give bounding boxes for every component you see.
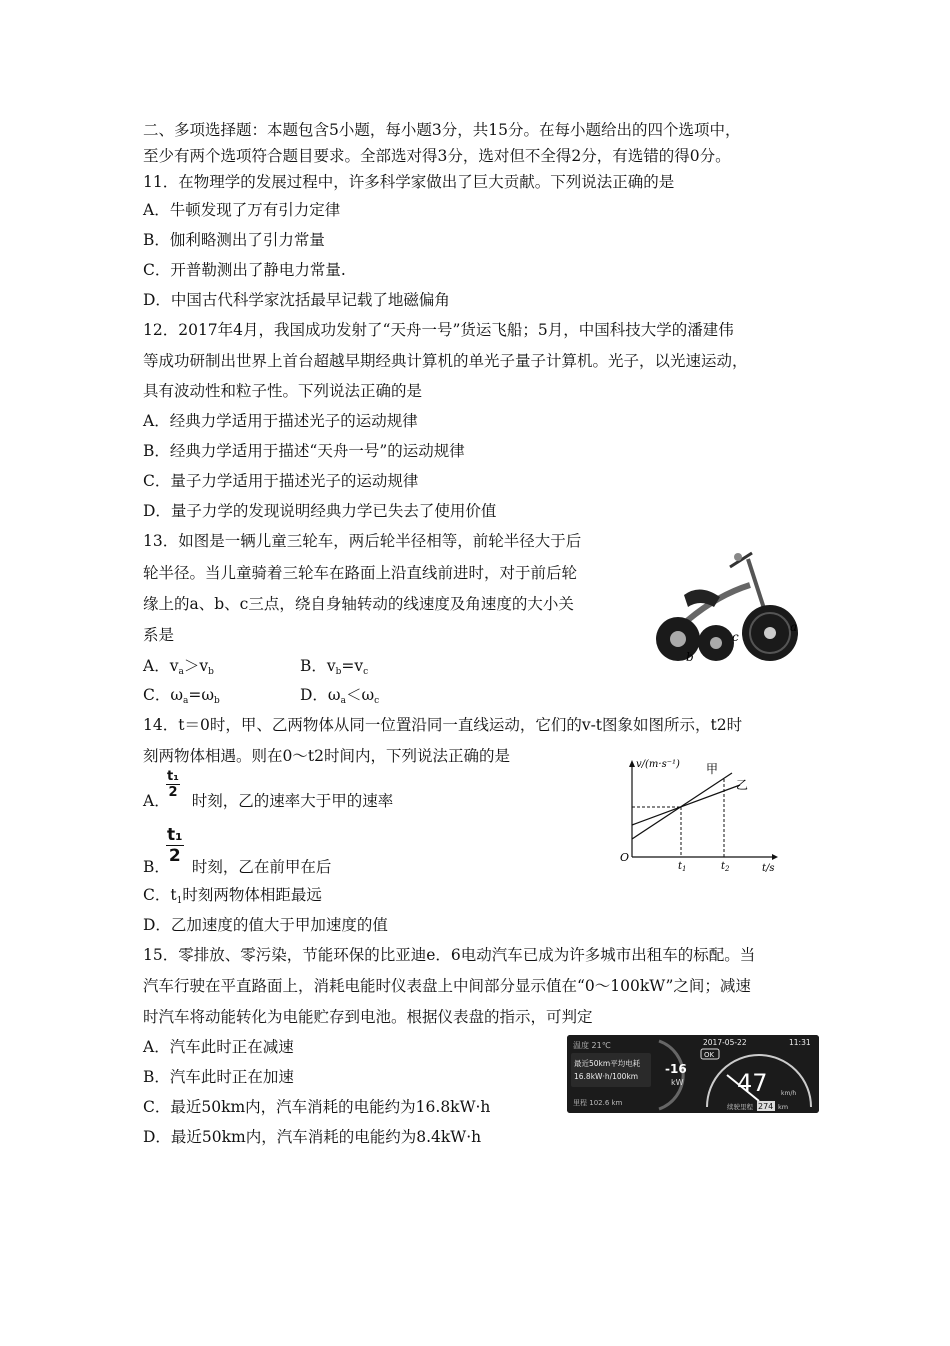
- dash-temp: 温度 21℃: [573, 1041, 611, 1050]
- q13-stem-line4: 系是: [143, 626, 175, 644]
- fraction-denominator: 2: [168, 785, 178, 800]
- dashboard-figure: [567, 1035, 819, 1113]
- tricycle-figure: [648, 545, 808, 670]
- q13-option-b: B．$v_b=v_c$: [300, 657, 369, 677]
- q11-option-b: B．伽利略测出了引力常量: [143, 231, 325, 249]
- dash-odo: 里程 102.6 km: [573, 1099, 623, 1107]
- q12-stem-line3: 具有波动性和粒子性。下列说法正确的是: [143, 382, 423, 400]
- q14-option-d: D．乙加速度的值大于甲加速度的值: [143, 916, 388, 934]
- rear-wheel-left-hub: [670, 631, 686, 647]
- dash-avg-label: 最近50km平均电耗: [574, 1059, 641, 1068]
- dash-date: 2017-05-22: [703, 1038, 747, 1047]
- t2-label: $t_2$: [721, 861, 730, 873]
- q12-stem-line1: 12．2017年4月，我国成功发射了“天舟一号”货运飞船；5月，中国科技大学的潘建伟: [143, 321, 734, 339]
- q14-stem-line1: 14．t＝0时，甲、乙两物体从同一位置沿同一直线运动，它们的v-t图象如图所示，t2时: [143, 716, 743, 734]
- dash-power: -16: [665, 1062, 687, 1076]
- q15-stem-line1: 15．零排放、零污染，节能环保的比亚迪e．6电动汽车已成为许多城市出租车的标配。当: [143, 946, 756, 964]
- dash-avg-value: 16.8kW·h/100km: [574, 1072, 639, 1081]
- q12-option-d: D．量子力学的发现说明经典力学已失去了使用价值: [143, 502, 497, 520]
- tricycle-seat: [684, 589, 720, 607]
- origin-label: O: [620, 851, 630, 864]
- y-axis-arrow: [629, 760, 635, 767]
- fraction-numerator: t₁: [167, 769, 179, 784]
- q15-option-c: C．最近50km内，汽车消耗的电能约为16.8kW·h: [143, 1098, 491, 1116]
- series-yi-label: 乙: [736, 778, 749, 792]
- dash-power-unit: kW: [671, 1078, 684, 1087]
- q11-option-d: D．中国古代科学家沈括最早记载了地磁偏角: [143, 291, 450, 309]
- vt-graph: [612, 755, 792, 880]
- q15-stem-line3: 时汽车将动能转化为电能贮存到电池。根据仪表盘的指示，可判定: [143, 1008, 593, 1026]
- series-jia-label: 甲: [706, 762, 719, 776]
- q15-option-a: A．汽车此时正在减速: [143, 1038, 294, 1056]
- dash-range: 274: [758, 1102, 774, 1111]
- q15-option-d: D．最近50km内，汽车消耗的电能约为8.4kW·h: [143, 1128, 482, 1146]
- x-axis-arrow: [772, 854, 778, 860]
- label-a: a: [790, 620, 798, 634]
- fraction-denominator: 2: [168, 846, 181, 866]
- front-wheel-hub: [764, 627, 776, 639]
- section-header-line2: 至少有两个选项符合题目要求。全部选对得3分，选对但不全得2分，有选错的得0分。: [143, 147, 731, 165]
- q14-option-c: C．$t_1$时刻两物体相距最远: [143, 886, 322, 906]
- q14-option-a: A． 时刻，乙的速率大于甲的速率: [143, 792, 394, 810]
- q15-stem-line2: 汽车行驶在平直路面上，消耗电能时仪表盘上中间部分显示值在“0～100kW”之间；减速: [143, 977, 751, 995]
- q11-stem: 11．在物理学的发展过程中，许多科学家做出了巨大贡献。下列说法正确的是: [143, 173, 675, 191]
- dash-speed: 47: [737, 1069, 768, 1097]
- rear-wheel-right-hub: [710, 637, 722, 649]
- q11-option-a: A．牛顿发现了万有引力定律: [143, 201, 341, 219]
- q11-option-c: C．开普勒测出了静电力常量.: [143, 261, 346, 279]
- q14-option-b: B． 时刻，乙在前甲在后: [143, 858, 332, 876]
- dash-range-label: 续驶里程: [727, 1103, 753, 1111]
- q13-stem-line1: 13．如图是一辆儿童三轮车，两后轮半径相等，前轮半径大于后: [143, 532, 582, 550]
- section-header-line1: 二、多项选择题：本题包含5小题，每小题3分，共15分。在每小题给出的四个选项中，: [143, 121, 741, 139]
- dash-time: 11:31: [789, 1038, 811, 1047]
- t1-label: $t_1$: [678, 861, 687, 873]
- q13-option-c: C．$\omega_a=\omega_b$: [143, 686, 220, 706]
- dash-speed-unit: km/h: [781, 1090, 797, 1097]
- fraction-numerator: t₁: [167, 825, 183, 845]
- label-b: b: [686, 650, 694, 664]
- q13-stem-line3: 缘上的a、b、c三点，绕自身轴转动的线速度及角速度的大小关: [143, 595, 574, 613]
- y-axis-label: v/(m·s⁻¹): [636, 759, 680, 770]
- q13-option-d: D．$\omega_a<\omega_c$: [300, 686, 380, 706]
- dashboard-svg: [567, 1035, 819, 1113]
- q13-stem-line2: 轮半径。当儿童骑着三轮车在路面上沿直线前进时，对于前后轮: [143, 564, 578, 582]
- dash-ok: OK: [704, 1051, 715, 1059]
- q12-option-a: A．经典力学适用于描述光子的运动规律: [143, 412, 418, 430]
- dash-range-unit: km: [778, 1103, 789, 1111]
- q12-option-b: B．经典力学适用于描述“天舟一号”的运动规律: [143, 442, 465, 460]
- q14-stem-line2: 刻两物体相遇。则在0～t2时间内，下列说法正确的是: [143, 747, 510, 765]
- label-c: c: [732, 630, 739, 644]
- q13-option-a: A．$v_a>v_b$: [143, 657, 214, 677]
- q12-option-c: C．量子力学适用于描述光子的运动规律: [143, 472, 419, 490]
- tricycle-bell: [734, 553, 742, 561]
- q15-option-b: B．汽车此时正在加速: [143, 1068, 294, 1086]
- q12-stem-line2: 等成功研制出世界上首台超越早期经典计算机的单光子量子计算机。光子，以光速运动，: [143, 352, 748, 370]
- x-axis-label: t/s: [762, 863, 775, 874]
